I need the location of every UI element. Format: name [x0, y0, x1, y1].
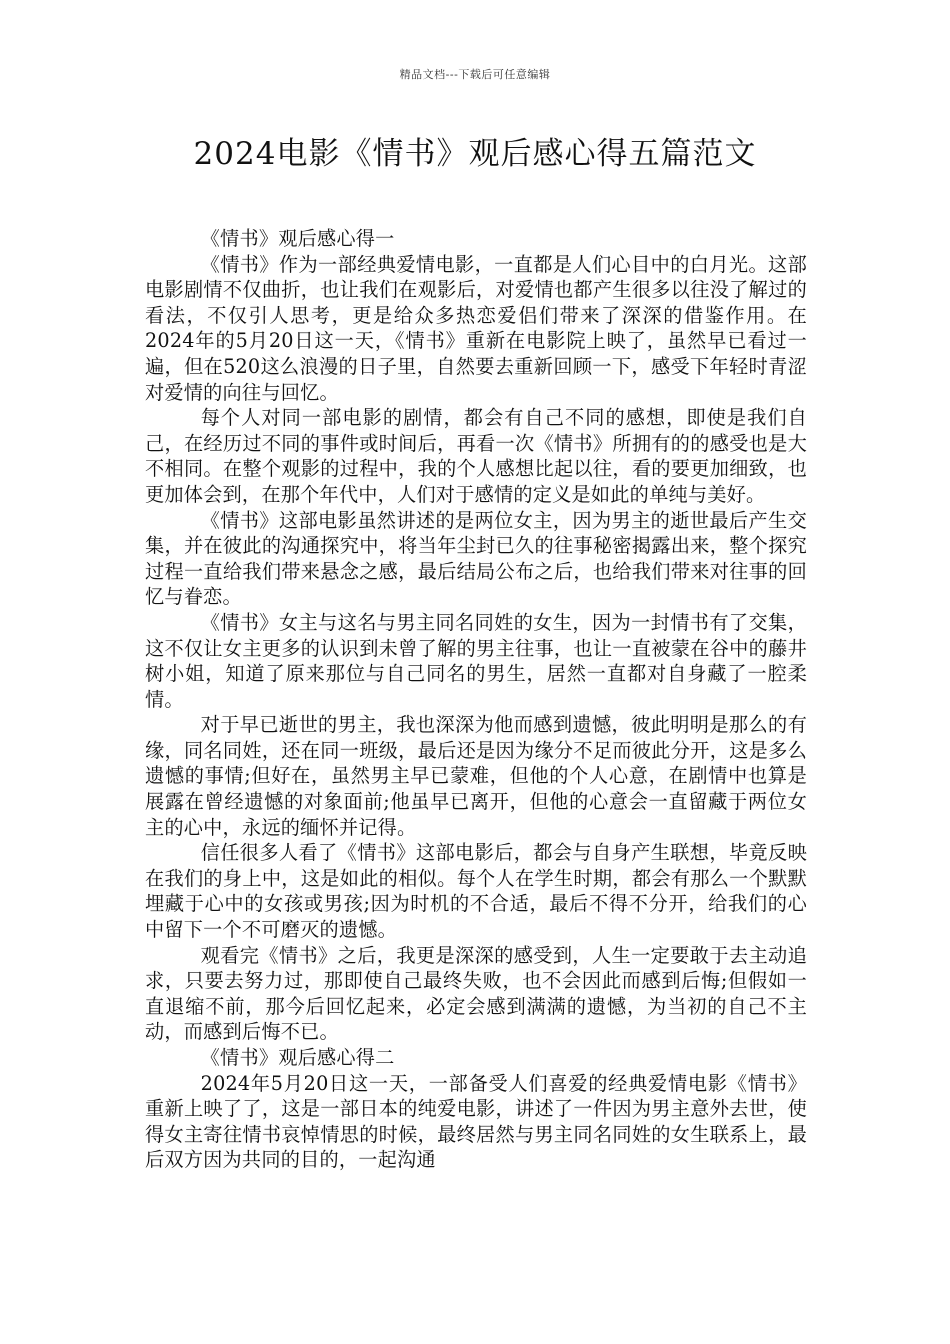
document-body [145, 226, 807, 1173]
paragraph: 《情书》女主与这名与男主同名同姓的女生，因为一封情书有了交集，这不仅让女主更多的认识到未曾了解的男主往事，也让一直被蒙在谷中的藤井树小姐，知道了原来那位与自己同名的男生，居然一直都对自身藏了一腔柔情。 [145, 610, 807, 711]
paragraph: 信任很多人看了《情书》这部电影后，都会与自身产生联想，毕竟反映在我们的身上中，这是如此的相似。每个人在学生时期，都会有那么一个默默埋藏于心中的女孩或男孩;因为时机的不合适，最后不得不分开，给我们的心中留下一个不可磨灭的遗憾。 [145, 841, 807, 942]
section-heading-1: 《情书》观后感心得一 [200, 227, 395, 250]
section-heading-2: 《情书》观后感心得二 [200, 1046, 395, 1069]
paragraph: 每个人对同一部电影的剧情，都会有自己不同的感想，即使是我们自己，在经历过不同的事件或时间后，再看一次《情书》所拥有的的感受也是大不相同。在整个观影的过程中，我的个人感想比起以往，看的要更加细致，也更加体会到，在那个年代中，人们对于感情的定义是如此的单纯与美好。 [145, 406, 807, 506]
paragraph: 对于早已逝世的男主，我也深深为他而感到遗憾，彼此明明是那么的有缘，同名同姓，还在同一班级，最后还是因为缘分不足而彼此分开，这是多么遗憾的事情;但好在，虽然男主早已蒙难，但他的个人心意，在剧情中也算是展露在曾经遗憾的对象面前;他虽早已离开，但他的心意会一直留藏于两位女主的心中，永远的缅怀并记得。 [145, 713, 807, 839]
paragraph: 2024年5月20日这一天，一部备受人们喜爱的经典爱情电影《情书》重新上映了了，这是一部日本的纯爱电影，讲述了一件因为男主意外去世，使得女主寄往情书哀悼情思的时候，最终居然与男主同名同姓的女生联系上，最后双方因为共同的目的，一起沟通 [145, 1071, 807, 1172]
paragraph: 观看完《情书》之后，我更是深深的感受到，人生一定要敢于去主动追求，只要去努力过，那即使自己最终失败，也不会因此而感到后悔;但假如一直退缩不前，那今后回忆起来，必定会感到满满的遗憾，为当初的自己不主动，而感到后悔不已。 [145, 943, 807, 1044]
page-title: 2024电影《情书》观后感心得五篇范文 [193, 136, 757, 172]
paragraph: 《情书》作为一部经典爱情电影，一直都是人们心目中的白月光。这部电影剧情不仅曲折，也让我们在观影后，对爱情也都产生很多以往没了解过的看法，不仅引人思考，更是给众多热恋爱侣们带来了深深的借鉴作用。在2024年的5月20日这一天，《情书》重新在电影院上映了，虽然早已看过一遍，但在520这么浪漫的日子里，自然要去重新回顾一下，感受下年轻时青涩对爱情的向往与回忆。 [145, 252, 807, 404]
paragraph: 《情书》这部电影虽然讲述的是两位女主，因为男主的逝世最后产生交集，并在彼此的沟通探究中，将当年尘封已久的往事秘密揭露出来，整个探究过程一直给我们带来悬念之感，最后结局公布之后，也给我们带来对往事的回忆与眷恋。 [145, 508, 807, 609]
header-note: 精品文档---下载后可任意编辑 [399, 68, 551, 81]
